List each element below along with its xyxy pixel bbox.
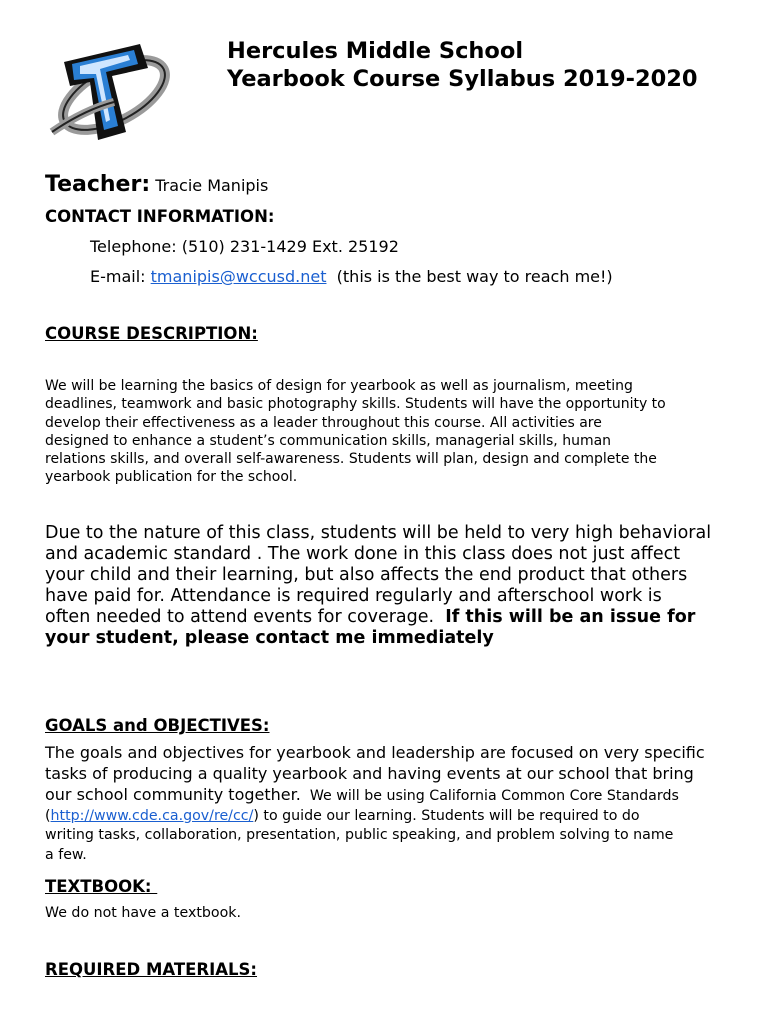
goals-line: The goals and objectives for yearbook and leadership are focused on very specific <box>45 743 705 762</box>
course-description-heading: COURSE DESCRIPTION: <box>45 324 258 343</box>
teacher-label: Teacher: <box>45 172 151 197</box>
desc-line: deadlines, teamwork and basic photography skills. Students will have the opportunity to <box>45 396 666 413</box>
goals-line: a few. <box>45 846 87 863</box>
goals-heading: GOALS and OBJECTIVES: <box>45 716 270 735</box>
desc-line: yearbook publication for the school. <box>45 469 298 486</box>
goals-text: ) to guide our learning. Students will be required to do <box>253 807 640 824</box>
goals-text: our school community together. <box>45 785 301 804</box>
contact-heading: CONTACT INFORMATION: <box>45 207 275 226</box>
behavior-line: Due to the nature of this class, students will be held to very high behavioral <box>45 523 712 543</box>
email-link[interactable]: tmanipis@wccusd.net <box>150 267 327 286</box>
behavior-line: have paid for. Attendance is required regularly and afterschool work is <box>45 586 662 606</box>
document-title <box>227 37 698 93</box>
desc-line: We will be learning the basics of design for yearbook as well as journalism, meeting <box>45 378 633 394</box>
behavior-emphasis-2: your student, please contact me immediately <box>45 628 494 648</box>
goals-line <box>45 784 735 807</box>
goals-text: ( <box>45 807 51 824</box>
standards-link[interactable]: http://www.cde.ca.gov/re/cc/ <box>50 807 254 824</box>
course-title: Yearbook Course Syllabus 2019-2020 <box>227 66 698 92</box>
teacher-name: Tracie Manipis <box>155 176 269 195</box>
email-line <box>90 267 613 286</box>
behavior-line: and academic standard . The work done in this class does not just affect <box>45 544 681 564</box>
goals-line: tasks of producing a quality yearbook and having events at our school that bring <box>45 764 694 783</box>
goals-text: We will be using California Common Core Standards <box>300 788 679 804</box>
behavior-line <box>45 607 735 628</box>
textbook-text: We do not have a textbook. <box>45 905 241 921</box>
email-prefix: E-mail: <box>90 267 151 286</box>
school-name: Hercules Middle School <box>227 38 524 64</box>
course-description <box>45 377 735 487</box>
textbook-heading: TEXTBOOK: <box>45 877 158 896</box>
teacher-line <box>45 172 268 197</box>
behavior-emphasis: If this will be an issue for <box>445 607 696 627</box>
desc-line: designed to enhance a student’s communication skills, managerial skills, human <box>45 432 612 449</box>
goals-line <box>45 807 735 827</box>
goals-line: writing tasks, collaboration, presentation, public speaking, and problem solving to name <box>45 827 674 843</box>
behavior-text: often needed to attend events for coverage. <box>45 607 446 627</box>
school-logo <box>44 40 174 150</box>
goals-paragraph <box>45 742 735 865</box>
behavior-paragraph <box>45 523 735 649</box>
desc-line: develop their effectiveness as a leader throughout this course. All activities are <box>45 414 602 431</box>
desc-line: relations skills, and overall self-awareness. Students will plan, design and complete the <box>45 451 657 468</box>
behavior-line: your child and their learning, but also affects the end product that others <box>45 565 688 585</box>
email-note: (this is the best way to reach me!) <box>326 267 613 286</box>
materials-heading: REQUIRED MATERIALS: <box>45 960 258 979</box>
telephone: Telephone: (510) 231-1429 Ext. 25192 <box>90 237 399 256</box>
